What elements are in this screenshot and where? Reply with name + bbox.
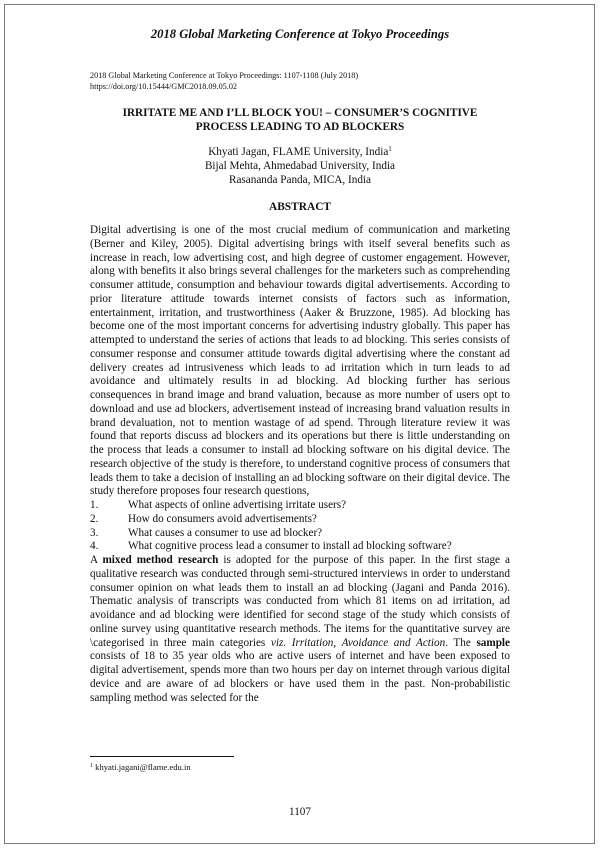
author: Bijal Mehta, Ahmedabad University, India xyxy=(204,159,396,172)
abstract-paragraph xyxy=(90,554,510,705)
question-text: What causes a consumer to use ad blocker? xyxy=(128,526,323,539)
text-run: consists of 18 to 35 year olds who are active users of internet and have been exposed to digital advertisement, spends more than two hours per day on internet through various digital device and are aware of ad blockers or have used them in the past. Non-probabilistic sampling method was selected for the xyxy=(90,650,510,704)
citation-line: 2018 Global Marketing Conference at Tokyo Proceedings: 1107-1108 (July 2018) xyxy=(90,71,359,80)
footnote-email: khyati.jagani@flame.edu.in xyxy=(93,762,191,772)
question-text: What cognitive process lead a consumer to install ad blocking software? xyxy=(128,540,452,553)
abstract-paragraph: Digital advertising is one of the most crucial medium of communication and marketing (Berner and Kiley, 2005). Digital advertising brings with itself several benefits such as increase in reach, low advertising cost, and high degree of customer engagement. However, along with benefits it also brings several challenges for the marketers such as comprehending consumer attitude, consumption and behaviour towards digital advertisements. According to prior literature attitude towards internet consists of factors such as information, entertainment, irritation, and trustworthiness (Aaker & Bruzzone, 1985). Ad blocking has become one of the most important concerns for advertising industry globally. This paper has attempted to understand the series of actions that leads to ad blocking. This series consists of consumer response and consumer attitude towards digital advertising where the constant ad delivery creates ad intrusiveness which leads to ad irritation which in turn leads to ad avoidance and ultimately results in ad blocking. Ad blocking further has serious consequences in brand image and brand valuation, because as more number of users opt to download and use ad blockers, advertisement instead of increasing brand valuation results in brand devaluation, not to mention wastage of ad spend. Through literature review it was found that reports discuss ad blockers and its operations but there is little understanding on the process that leads a consumer to install ad blocking software on his digital device. The research objective of the study is therefore, to understand cognitive process of consumers that leads them to take a decision of installing an ad blocking software on their digital device. The study therefore proposes four research questions, xyxy=(90,224,510,498)
emphasis-bold: sample xyxy=(476,636,510,649)
paper-title-line: PROCESS LEADING TO AD BLOCKERS xyxy=(195,120,405,133)
running-header: 2018 Global Marketing Conference at Tokyo Proceedings xyxy=(150,27,450,41)
paper-title-line: IRRITATE ME AND I’LL BLOCK YOU! – CONSUMER’S COGNITIVE xyxy=(122,107,478,119)
doi-line: https://doi.org/10.15444/GMC2018.09.05.02 xyxy=(90,81,238,91)
emphasis-italic: viz. Irritation, Avoidance and Action xyxy=(270,636,446,649)
author-list xyxy=(90,146,510,187)
research-question xyxy=(90,499,510,513)
author xyxy=(90,146,510,160)
research-question xyxy=(90,513,510,527)
text-run: . The xyxy=(445,636,477,649)
page-number: 1107 xyxy=(289,806,311,818)
footnote-mark: 1 xyxy=(90,763,93,769)
abstract-body xyxy=(90,224,510,705)
question-text: What aspects of online advertising irritate users? xyxy=(128,499,347,511)
question-text: How do consumers avoid advertisements? xyxy=(128,512,317,525)
research-questions xyxy=(90,499,510,554)
footnote-mark: 1 xyxy=(388,145,392,153)
emphasis-bold: mixed method research xyxy=(102,554,219,566)
paper-title xyxy=(90,107,510,134)
author-text: Khyati Jagan, FLAME University, India xyxy=(208,146,389,158)
research-question xyxy=(90,540,510,554)
text-run: is adopted for the purpose of this paper. In the first stage a qualitative research was conducted through semi-structured interviews in order to understand consumer opinion on what leads them to install an ad blocking (Jagani and Panda 2016). Thematic analysis of transcripts was conducted from which 81 items on ad irritation, ad avoidance and ad blocking were identified for second stage of the study which consists of online survey using quantitative research methods. The items for the quantitative survey are \categorised in three main categories xyxy=(90,554,510,649)
citation-block xyxy=(90,71,358,92)
question-number: 1. xyxy=(90,499,99,511)
text-run: A xyxy=(90,554,103,566)
footnote xyxy=(90,762,191,772)
author: Rasananda Panda, MICA, India xyxy=(229,173,371,186)
research-question xyxy=(90,527,510,541)
question-number: 3. xyxy=(90,526,99,539)
question-number: 4. xyxy=(90,540,99,553)
question-number: 2. xyxy=(90,512,99,525)
abstract-heading: ABSTRACT xyxy=(268,201,332,213)
footnote-divider xyxy=(90,756,234,757)
